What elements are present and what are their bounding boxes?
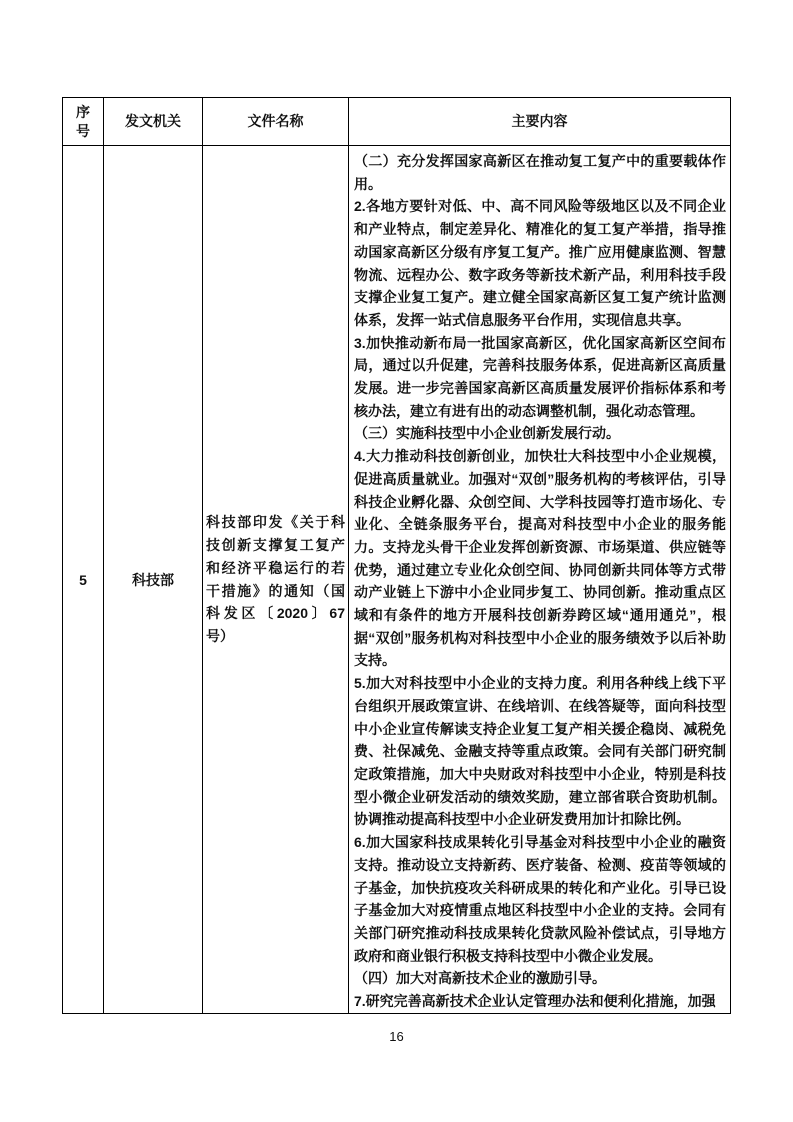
content-paragraph: 2.各地方要针对低、中、高不同风险等级地区以及不同企业和产业特点，制定差异化、精准化的复工复产举措，指导推动国家高新区分级有序复工复产。推广应用健康监测、智慧物流、远程办公、数字政务等新技术新产品，利用科技手段支撑企业复工复产。建立健全国家高新区复工复产统计监测体系，发挥一站式信息服务平台作用，实现信息共享。 [354, 198, 726, 328]
content-paragraph: 6.加大国家科技成果转化引导基金对科技型中小企业的融资支持。推动设立支持新药、医疗装备、检测、疫苗等领域的子基金，加快抗疫攻关科研成果的转化和产业化。引导已设子基金加大对疫情重点地区科技型中小企业的支持。会同有关部门研究推动科技成果转化贷款风险补偿试点，引导地方政府和商业银行积极支持科技型中小微企业发展。 [354, 834, 726, 964]
table-row [63, 146, 731, 1014]
policy-table [62, 97, 731, 1014]
header-serial-number [63, 98, 104, 146]
content-paragraph: （三）实施科技型中小企业创新发展行动。 [354, 425, 620, 442]
document-title-text: 科技部印发《关于科技创新支撑复工复产和经济平稳运行的若干措施》的通知（国科发区〔2020〕67 号） [206, 514, 345, 644]
content-paragraph: 5.加大对科技型中小企业的支持力度。利用各种线上线下平台组织开展政策宣讲、在线培训、在线答疑等，面向科技型中小企业宣传解读支持企业复工复产相关援企稳岗、减税免费、社保减免、金融支持等重点政策。会同有关部门研究制定政策措施，加大中央财政对科技型中小企业，特别是科技型小微企业研发活动的绩效奖励，建立部省联合资助机制。协调推动提高科技型中小企业研发费用加计扣除比例。 [354, 675, 726, 828]
table-header-row [63, 98, 731, 146]
content-paragraph: （二）充分发挥国家高新区在推动复工复产中的重要载体作用。 [354, 153, 726, 192]
header-serial-number-label: 序号 [76, 103, 90, 139]
cell-serial-number: 5 [63, 146, 104, 1014]
header-issuing-agency: 发文机关 [104, 98, 203, 146]
page-number: 16 [389, 1029, 404, 1044]
content-paragraph: 3.加快推动新布局一批国家高新区，优化国家高新区空间布局，通过以升促建，完善科技服务体系，促进高新区高质量发展。进一步完善国家高新区高质量发展评价指标体系和考核办法，建立有进有出的动态调整机制，强化动态管理。 [354, 334, 726, 419]
header-document-name: 文件名称 [203, 98, 349, 146]
content-paragraph: 4.大力推动科技创新创业，加快壮大科技型中小企业规模，促进高质量就业。加强对“双创”服务机构的考核评估，引导科技企业孵化器、众创空间、大学科技园等打造市场化、专业化、全链条服务平台，提高对科技型中小企业的服务能力。支持龙头骨干企业发挥创新资源、市场渠道、供应链等优势，通过建立专业化众创空间、协同创新共同体等方式带动产业链上下游中小企业同步复工、协同创新。推动重点区域和有条件的地方开展科技创新券跨区域“通用通兑”，根据“双创”服务机构对科技型中小企业的服务绩效予以后补助支持。 [354, 448, 726, 669]
cell-document-name [203, 146, 349, 1014]
content-paragraph: （四）加大对高新技术企业的激励引导。 [354, 970, 606, 987]
cell-main-content [349, 146, 731, 1014]
cell-issuing-agency: 科技部 [104, 146, 203, 1014]
content-paragraph: 7.研究完善高新技术企业认定管理办法和便利化措施，加强 [354, 993, 716, 1010]
header-main-content: 主要内容 [349, 98, 731, 146]
